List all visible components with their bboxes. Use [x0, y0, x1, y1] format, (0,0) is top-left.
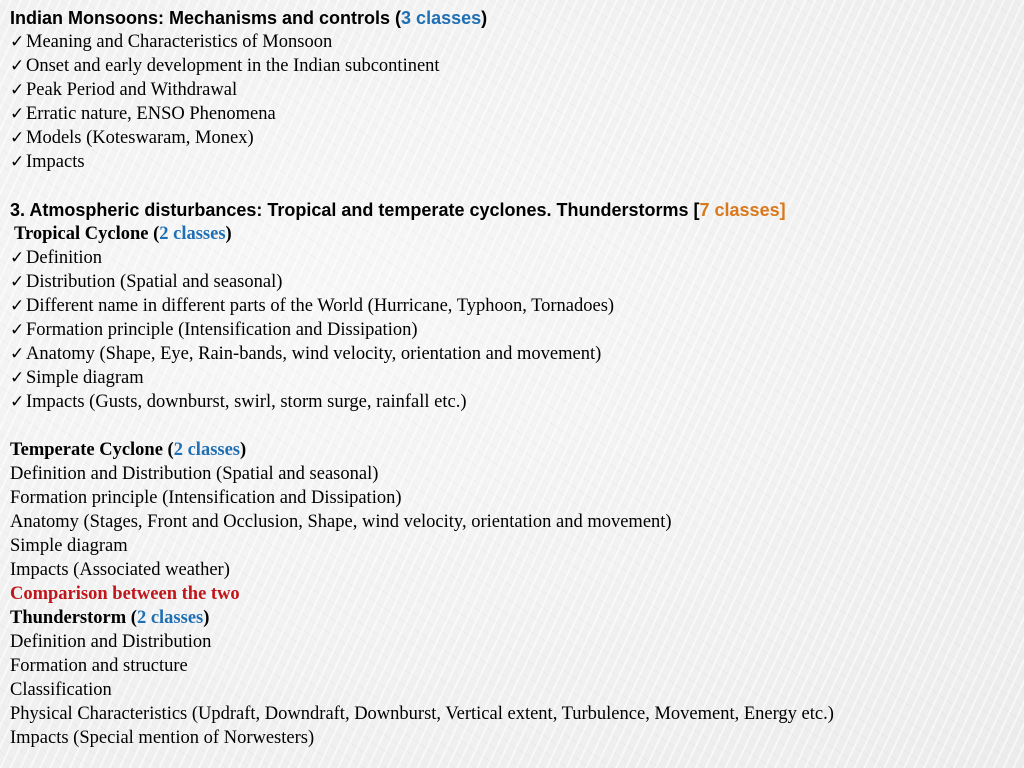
checkmark-icon: ✓	[10, 392, 25, 411]
checkmark-icon: ✓	[10, 128, 25, 147]
list-item: Formation and structure	[10, 656, 188, 676]
list-item: ✓Onset and early development in the Indian subcontinent	[10, 56, 440, 76]
list-item: ✓Peak Period and Withdrawal	[10, 80, 238, 100]
slide-content	[10, 6, 1014, 750]
list-item: Impacts (Special mention of Norwesters)	[10, 728, 315, 748]
list-item: Physical Characteristics (Updraft, Downdraft, Downburst, Vertical extent, Turbulence, Movement, Energy etc.)	[10, 704, 834, 724]
list-item: ✓Distribution (Spatial and seasonal)	[10, 272, 283, 292]
class-count: 2 classes	[173, 440, 241, 460]
list-item: ✓Simple diagram	[10, 368, 144, 388]
subheading-thunderstorm: Thunderstorm (2 classes)	[10, 608, 210, 628]
list-item: ✓Impacts	[10, 152, 85, 172]
spacer	[10, 414, 1014, 438]
list-item: Impacts (Associated weather)	[10, 560, 230, 580]
subheading-tropical-cyclone: Tropical Cyclone (2 classes)	[14, 224, 232, 244]
comparison-heading: Comparison between the two	[10, 584, 240, 604]
list-item: Definition and Distribution (Spatial and seasonal)	[10, 464, 379, 484]
checkmark-icon: ✓	[10, 152, 25, 171]
section-title-monsoons: Indian Monsoons: Mechanisms and controls (3 classes)	[10, 8, 488, 28]
checkmark-icon: ✓	[10, 296, 25, 315]
list-item: Formation principle (Intensification and Dissipation)	[10, 488, 402, 508]
list-item: Definition and Distribution	[10, 632, 212, 652]
list-item: ✓Different name in different parts of the World (Hurricane, Typhoon, Tornadoes)	[10, 296, 615, 316]
checkmark-icon: ✓	[10, 80, 25, 99]
checkmark-icon: ✓	[10, 248, 25, 267]
class-count: 3 classes	[401, 8, 482, 28]
list-item: Simple diagram	[10, 536, 128, 556]
list-item: ✓Impacts (Gusts, downburst, swirl, storm surge, rainfall etc.)	[10, 392, 467, 412]
checkmark-icon: ✓	[10, 344, 25, 363]
list-item: ✓Meaning and Characteristics of Monsoon	[10, 32, 333, 52]
list-item: ✓Erratic nature, ENSO Phenomena	[10, 104, 276, 124]
checkmark-icon: ✓	[10, 368, 25, 387]
checkmark-icon: ✓	[10, 32, 25, 51]
list-item: ✓Models (Koteswaram, Monex)	[10, 128, 254, 148]
class-count: 2 classes	[159, 224, 226, 244]
checkmark-icon: ✓	[10, 104, 25, 123]
class-count: 2 classes	[136, 608, 204, 628]
list-item: ✓Anatomy (Shape, Eye, Rain-bands, wind velocity, orientation and movement)	[10, 344, 602, 364]
checkmark-icon: ✓	[10, 320, 25, 339]
subheading-temperate-cyclone: Temperate Cyclone (2 classes)	[10, 440, 247, 460]
section-title-atmospheric-disturbances: 3. Atmospheric disturbances: Tropical and temperate cyclones. Thunderstorms [7 classes]	[10, 200, 786, 220]
list-item: ✓Definition	[10, 248, 103, 268]
checkmark-icon: ✓	[10, 272, 25, 291]
checkmark-icon: ✓	[10, 56, 25, 75]
list-item: Anatomy (Stages, Front and Occlusion, Shape, wind velocity, orientation and movement)	[10, 512, 672, 532]
class-count: 7 classes]	[699, 200, 786, 220]
list-item: Classification	[10, 680, 112, 700]
spacer	[10, 174, 1014, 198]
list-item: ✓Formation principle (Intensification and Dissipation)	[10, 320, 418, 340]
